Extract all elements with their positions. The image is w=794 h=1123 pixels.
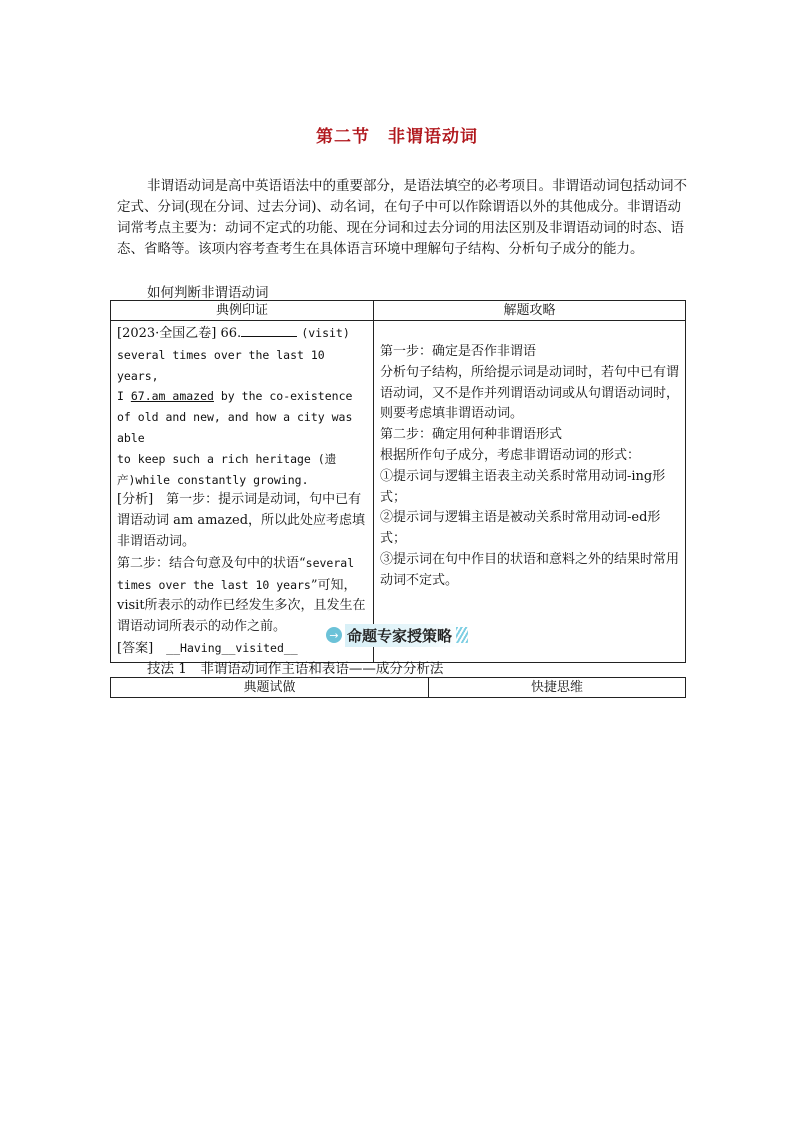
answer-label: [答案] <box>117 640 154 656</box>
column-header-quick-thinking: 快捷思维 <box>429 678 686 698</box>
example-line-1 <box>117 323 367 345</box>
column-header-practice: 典题试做 <box>111 678 429 698</box>
strategy-step-2-body: 根据所作句子成分，考虑非谓语动词的形式： <box>380 447 641 463</box>
answer-text: __Having__visited__ <box>166 640 298 655</box>
example-cell <box>111 321 374 663</box>
strategy-rule-1: ①提示词与逻辑主语表主动关系时常用动词-ing形式； <box>380 468 666 505</box>
table-header-row <box>111 301 686 321</box>
analysis-step-1: [分析] 第一步：提示词是动词，句中已有谓语动词 am amazed，所以此处应考虑填非谓语动词。 <box>117 492 366 549</box>
example-line-2: several times over the last 10 years, <box>117 347 325 383</box>
technique-title: 技法 1 非谓语动词作主语和表语——成分分析法 <box>147 661 444 677</box>
example-line-5: to keep such a rich heritage (遗 <box>117 451 337 466</box>
column-header-strategy: 解题攻略 <box>374 301 686 321</box>
strategy-step-2-title: 第二步：确定用何种非谓语形式 <box>380 427 563 443</box>
example-line-6: 产)while constantly growing. <box>117 472 309 487</box>
table-header-row <box>111 678 686 698</box>
example-source: [2023·全国乙卷] 66. <box>117 326 242 341</box>
analysis-label: [分析] <box>117 492 154 508</box>
banner-title: 命题专家授策略 <box>345 624 460 647</box>
strategy-rule-3: ③提示词在句中作目的状语和意料之外的结果时常用动词不定式。 <box>380 551 680 588</box>
answer-blank <box>241 323 297 337</box>
arrow-right-circle-icon: → <box>326 627 342 643</box>
example-line-4: of old and new, and how a city was able <box>117 410 353 445</box>
page-title: 第二节 非谓语动词 <box>316 127 478 147</box>
technique-table <box>110 677 686 698</box>
table-row <box>111 321 686 663</box>
column-header-example: 典例印证 <box>111 301 374 321</box>
example-strategy-table <box>110 300 686 663</box>
example-line-3: I 67.am amazed by the co-existence <box>117 389 353 404</box>
section-subheading: 如何判断非谓语动词 <box>147 285 269 301</box>
strategy-rule-2: ②提示词与逻辑主语是被动关系时常用动词-ed形式； <box>380 510 661 547</box>
verb-hint: (visit) <box>301 326 350 340</box>
strategy-cell <box>374 321 686 663</box>
underlined-predicate: 67.am amazed <box>130 389 214 404</box>
decorative-stripes <box>456 627 468 643</box>
analysis-step-2: 第二步：结合句意及句中的状语“several times over the last 10 years”可知，visit所表示的动作已经发生多次，且发生在谓语动词所表示的动作之前。 <box>117 555 366 635</box>
section-banner <box>326 624 492 646</box>
strategy-step-1-title: 第一步：确定是否作非谓语 <box>380 344 537 359</box>
intro-paragraph: 非谓语动词是高中英语语法中的重要部分，是语法填空的必考项目。非谓语动词包括动词不定式、分词(现在分词、过去分词)、动名词，在句子中可以作除谓语以外的其他成分。非谓语动词常考点主要为：动词不定式的功能、现在分词和过去分词的用法区别及非谓语动词的时态、语态、省略等。该项内容考查考生在具体语言环境中理解句子结构、分析句子成分的能力。 <box>117 178 687 257</box>
strategy-step-1-body: 分析句子结构，所给提示词是动词时，若句中已有谓语动词，又不是作并列谓语动词或从句谓语动词时，则要考虑填非谓语动词。 <box>380 364 680 422</box>
